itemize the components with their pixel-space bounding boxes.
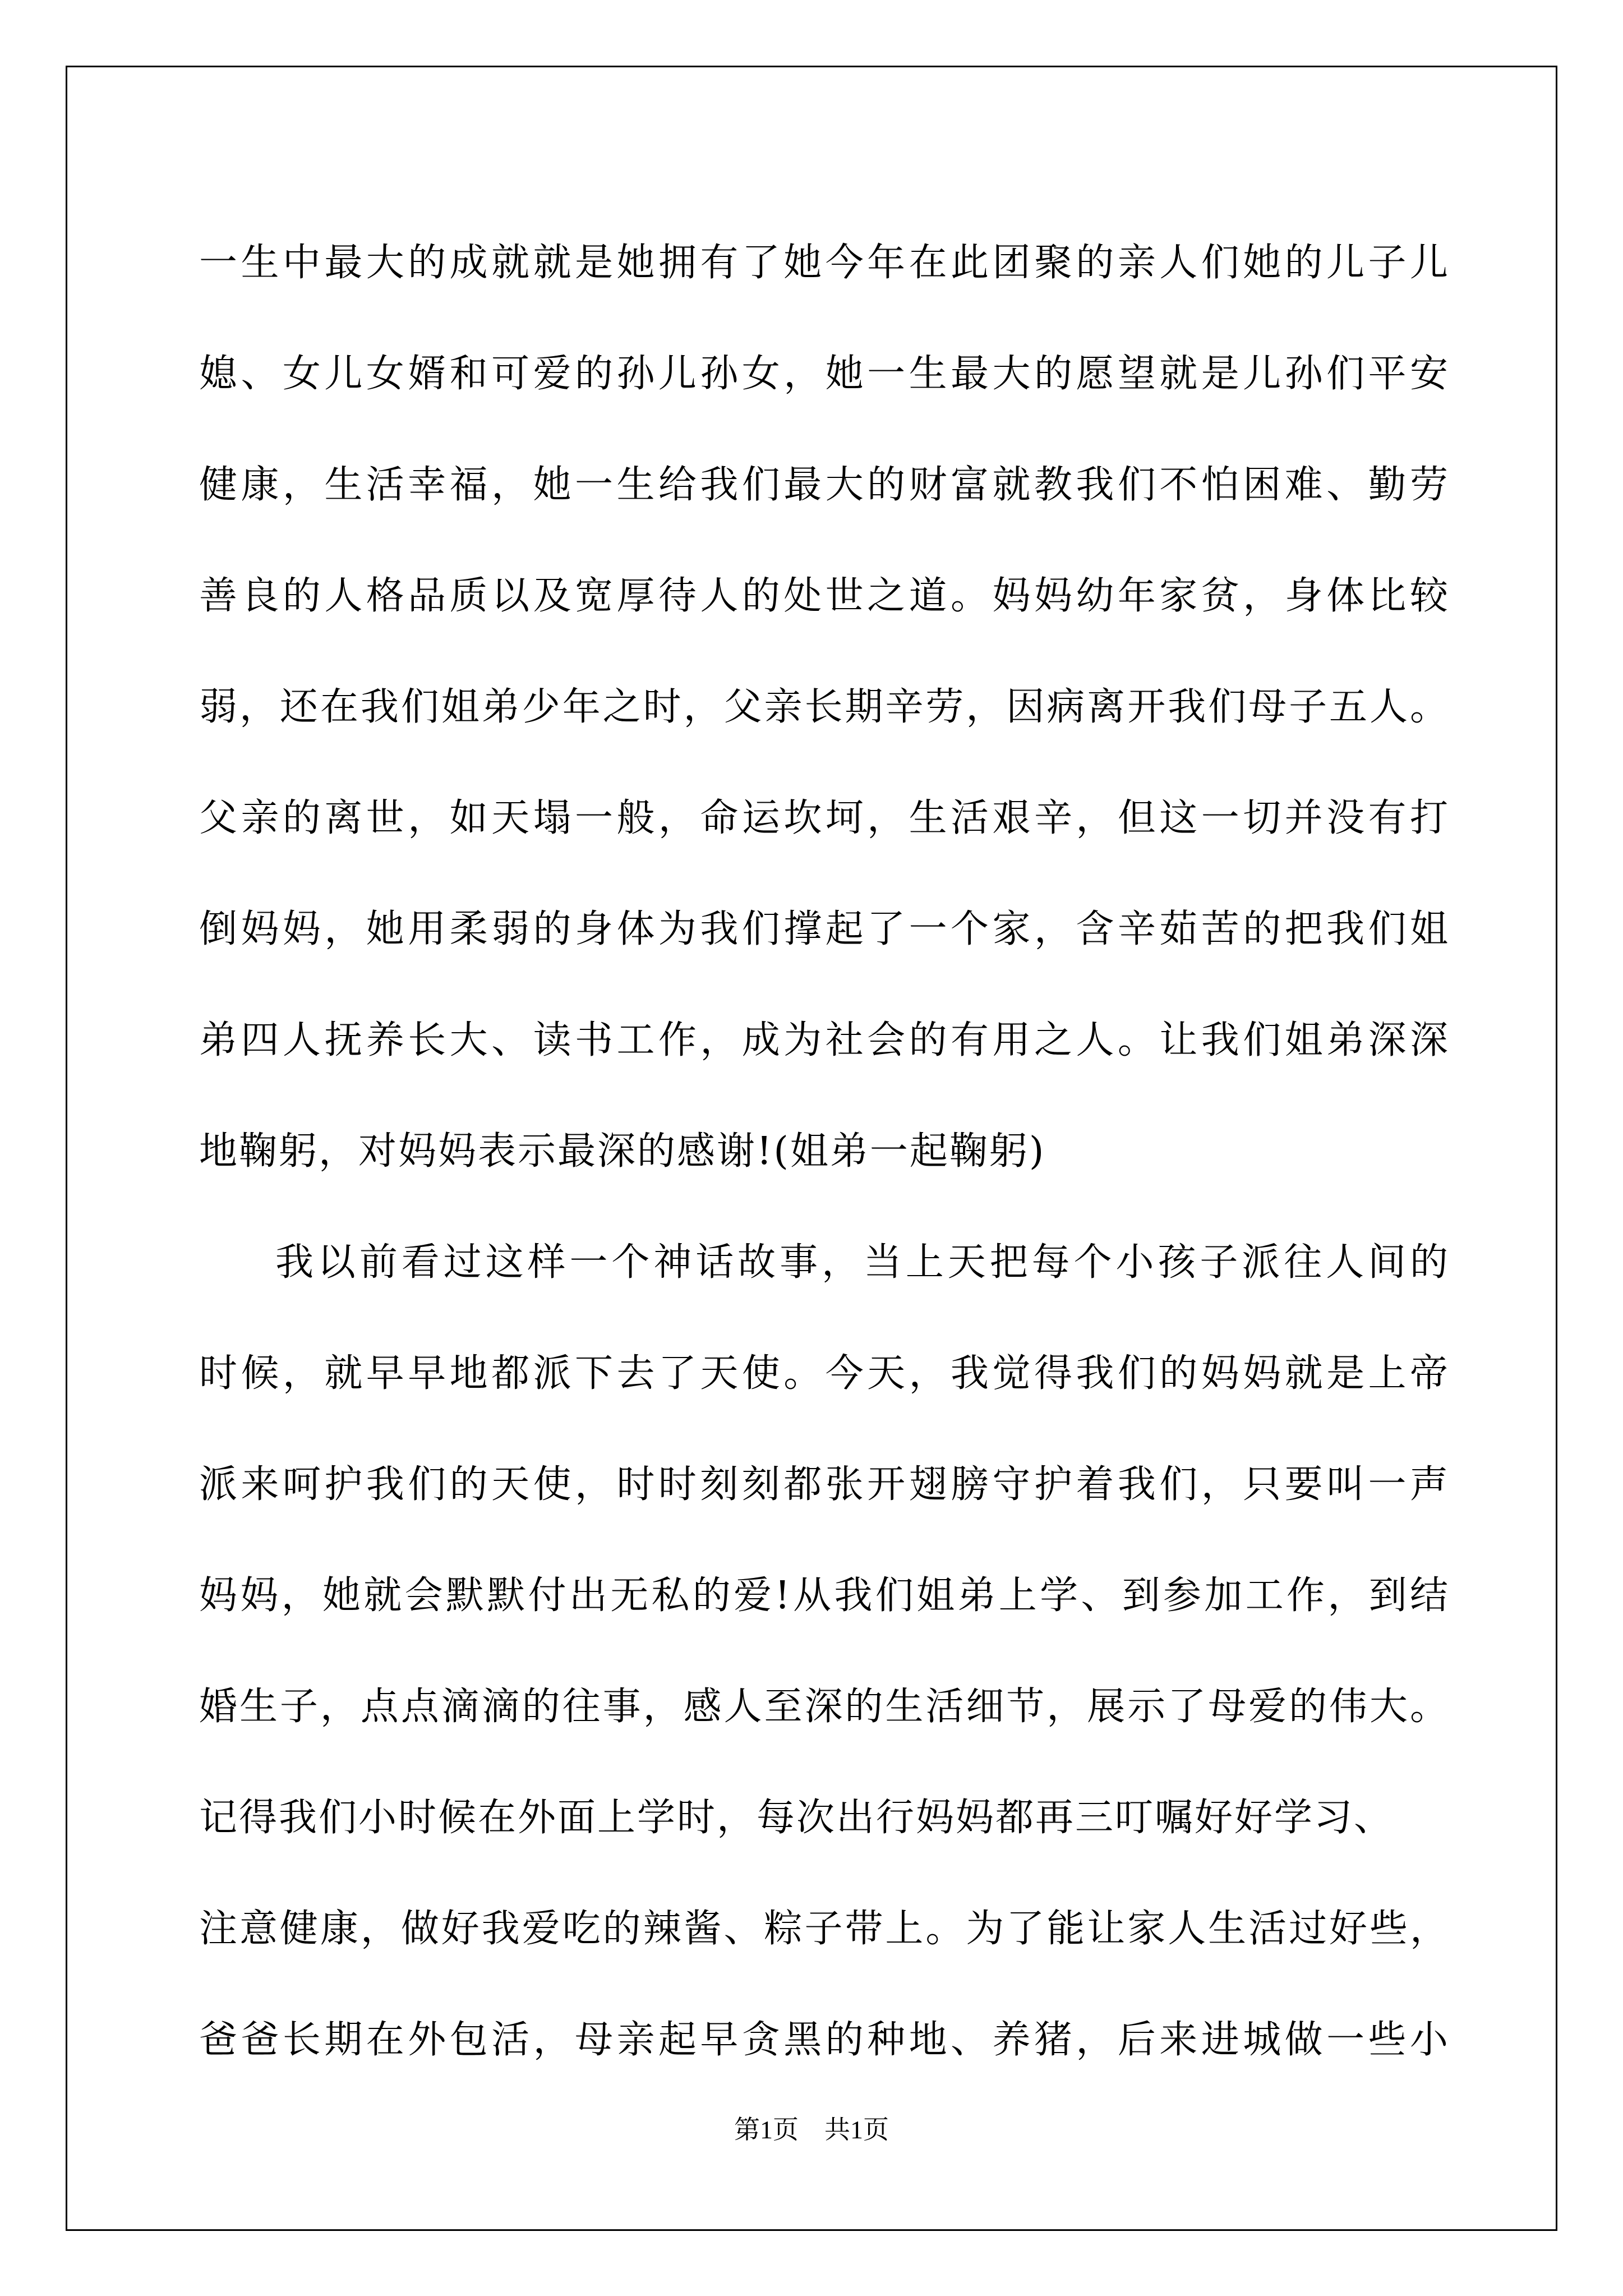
text-line: 倒妈妈，她用柔弱的身体为我们撑起了一个家，含辛茹苦的把我们姐: [199, 907, 1450, 951]
page-number: 第1页: [734, 2115, 799, 2144]
paragraph-first-line: 我以前看过这样一个神话故事，当上天把每个小孩子派往人间的: [275, 1240, 1450, 1285]
text-line: 弱，还在我们姐弟少年之时，父亲长期辛劳，因病离开我们母子五人。: [199, 685, 1450, 729]
text-line: 善良的人格品质以及宽厚待人的处世之道。妈妈幼年家贫，身体比较: [199, 574, 1450, 618]
text-line: 注意健康，做好我爱吃的辣酱、粽子带上。为了能让家人生活过好些，: [199, 1907, 1450, 1951]
text-line: 爸爸长期在外包活，母亲起早贪黑的种地、养猪，后来进城做一些小: [199, 2018, 1450, 2062]
text-line: 婚生子，点点滴滴的往事，感人至深的生活细节，展示了母爱的伟大。: [199, 1685, 1450, 1729]
text-line: 时候，就早早地都派下去了天使。今天，我觉得我们的妈妈就是上帝: [199, 1351, 1450, 1396]
page-footer: [0, 2109, 1623, 2146]
text-line: 健康，生活幸福，她一生给我们最大的财富就教我们不怕困难、勤劳: [199, 463, 1450, 507]
text-line: 弟四人抚养长大、读书工作，成为社会的有用之人。让我们姐弟深深: [199, 1018, 1450, 1062]
page-total: 共1页: [824, 2115, 889, 2144]
text-line: 媳、女儿女婿和可爱的孙儿孙女，她一生最大的愿望就是儿孙们平安: [199, 352, 1450, 396]
text-line: 妈妈，她就会默默付出无私的爱!从我们姐弟上学、到参加工作，到结: [199, 1573, 1450, 1618]
document-body: [199, 208, 1450, 2096]
text-line: 记得我们小时候在外面上学时，每次出行妈妈都再三叮嘱好好学习、: [199, 1796, 1394, 1840]
text-line: 一生中最大的成就就是她拥有了她今年在此团聚的亲人们她的儿子儿: [199, 241, 1450, 285]
text-line: 地鞠躬，对妈妈表示最深的感谢!(姐弟一起鞠躬): [199, 1129, 1046, 1174]
text-line: 派来呵护我们的天使，时时刻刻都张开翅膀守护着我们，只要叫一声: [199, 1462, 1450, 1507]
text-line: 父亲的离世，如天塌一般，命运坎坷，生活艰辛，但这一切并没有打: [199, 796, 1450, 840]
